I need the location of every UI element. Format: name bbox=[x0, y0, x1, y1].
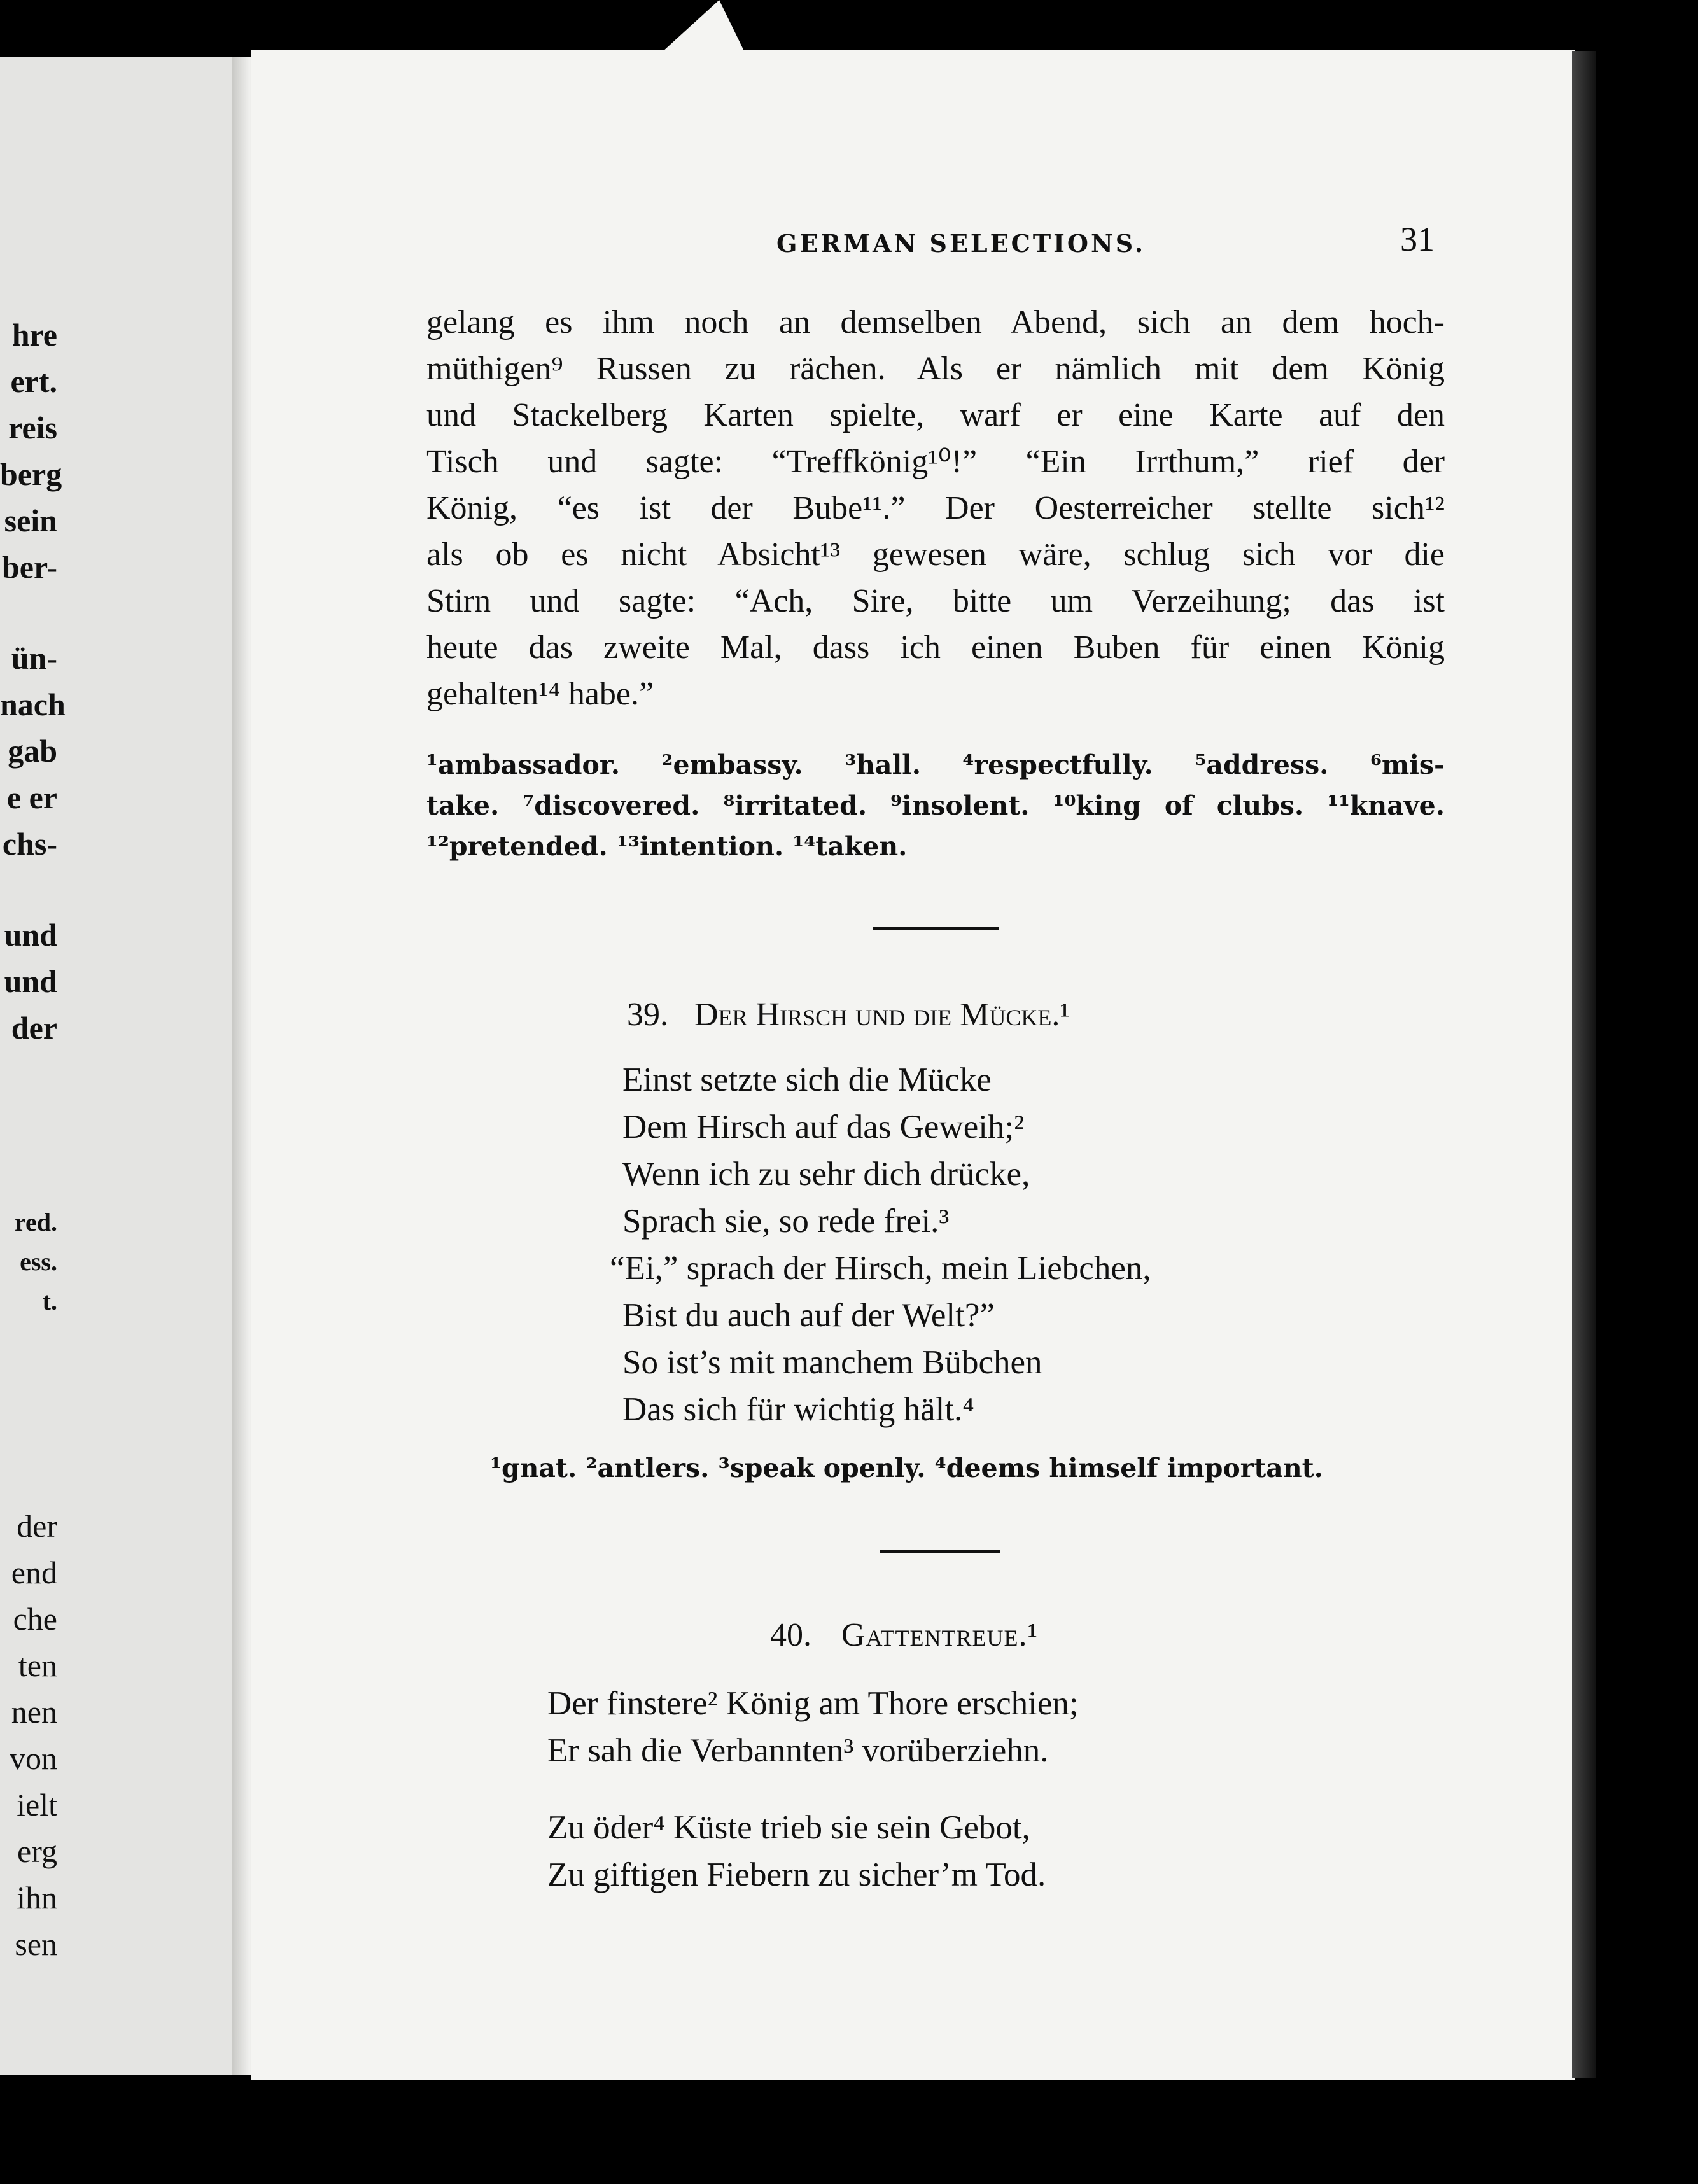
left-page-fragment: ert. bbox=[10, 363, 57, 399]
poem-40-stanza-2 bbox=[547, 1804, 1046, 1898]
left-page-fragment: und bbox=[4, 963, 57, 999]
left-page-fragment: von bbox=[10, 1740, 57, 1776]
left-page-fragment: der bbox=[11, 1010, 57, 1046]
left-page-fragment: erg bbox=[17, 1833, 57, 1869]
page-number: 31 bbox=[1400, 220, 1435, 258]
prose-footnotes bbox=[426, 745, 1445, 867]
left-page-fragment: end bbox=[11, 1555, 57, 1590]
left-page-fragment: ber- bbox=[2, 549, 57, 585]
poem-39-footnotes: ¹gnat. ²antlers. ³speak openly. ⁴deems himself important. bbox=[490, 1453, 1323, 1483]
poem-line: Bist du auch auf der Welt?” bbox=[622, 1297, 995, 1334]
poem-line: Er sah die Verbannten³ vorüberziehn. bbox=[547, 1732, 1049, 1769]
poem-39-heading bbox=[627, 996, 1070, 1033]
poem-line: Zu öder⁴ Küste trieb sie sein Gebot, bbox=[547, 1809, 1030, 1846]
poem-line: “Ei,” sprach der Hirsch, mein Liebchen, bbox=[610, 1250, 1151, 1287]
left-page-fragment: ün- bbox=[11, 640, 57, 676]
left-page-fragment: der bbox=[17, 1508, 57, 1544]
prose-line: heute das zweite Mal, dass ich einen Buben für einen König bbox=[426, 629, 1445, 666]
prose-line: Tisch und sagte: “Treffkönig¹⁰!” “Ein Irrthum,” rief der bbox=[426, 444, 1445, 480]
left-page-fragment: red. bbox=[14, 1208, 57, 1236]
poem-40-title: Gattentreue.¹ bbox=[841, 1617, 1039, 1653]
left-page-fragment: ten bbox=[18, 1648, 57, 1683]
prose-line: und Stackelberg Karten spielte, warf er eine Karte auf den bbox=[426, 397, 1445, 433]
footnote-line: take. ⁷discovered. ⁸irritated. ⁹insolent. ¹⁰king of clubs. ¹¹knave. bbox=[426, 790, 1445, 821]
left-page-fragment: ess. bbox=[20, 1247, 57, 1276]
left-page-fragment: chs- bbox=[2, 826, 57, 862]
left-page-fragment: und bbox=[4, 917, 57, 953]
left-page-fragment: e er bbox=[6, 780, 57, 815]
poem-39-body bbox=[610, 1056, 1151, 1433]
left-page-roman-column bbox=[0, 1503, 57, 1968]
footnote-line: ¹ambassador. ²embassy. ³hall. ⁴respectfully. ⁵address. ⁶mis- bbox=[426, 750, 1445, 780]
poem-40-heading bbox=[770, 1616, 1038, 1654]
left-page-fragment: ielt bbox=[17, 1787, 57, 1823]
running-head: GERMAN SELECTIONS. bbox=[776, 229, 1146, 258]
prose-line: gehalten¹⁴ habe.” bbox=[426, 676, 654, 712]
poem-39-title: Der Hirsch und die Mücke.¹ bbox=[694, 997, 1070, 1033]
prose-line: als ob es nicht Absicht¹³ gewesen wäre, schlug sich vor die bbox=[426, 536, 1445, 573]
prose-line: Stirn und sagte: “Ach, Sire, bitte um Verzeihung; das ist bbox=[426, 583, 1445, 619]
footnote-line: ¹²pretended. ¹³intention. ¹⁴taken. bbox=[426, 831, 908, 862]
section-divider bbox=[880, 1550, 1000, 1553]
prose-paragraph bbox=[426, 299, 1445, 717]
poem-line: Der finstere² König am Thore erschien; bbox=[547, 1685, 1079, 1722]
torn-page-corner bbox=[662, 0, 745, 52]
poem-40-stanza-1 bbox=[547, 1680, 1079, 1774]
left-page-fragment: t. bbox=[42, 1287, 57, 1315]
left-page-fragment: sein bbox=[4, 503, 57, 538]
left-page-fragment: ihn bbox=[17, 1880, 57, 1915]
left-page-footnote-column bbox=[0, 1203, 57, 1321]
poem-line: Zu giftigen Fiebern zu sicher’m Tod. bbox=[547, 1856, 1046, 1893]
poem-line: So ist’s mit manchem Bübchen bbox=[622, 1344, 1042, 1381]
poem-line: Einst setzte sich die Mücke bbox=[622, 1061, 992, 1098]
left-page-fragment: nen bbox=[11, 1694, 57, 1730]
left-page-fragment: sen bbox=[15, 1926, 57, 1962]
prose-line: König, “es ist der Bube¹¹.” Der Oesterreicher stellte sich¹² bbox=[426, 490, 1445, 526]
left-page-fragment: gab bbox=[8, 733, 57, 769]
section-divider bbox=[873, 927, 999, 930]
poem-line: Wenn ich zu sehr dich drücke, bbox=[622, 1156, 1030, 1193]
left-page-fragment: berg bbox=[0, 456, 62, 492]
prose-line: gelang es ihm noch an demselben Abend, sich an dem hoch- bbox=[426, 304, 1445, 340]
left-page-fragment: hre bbox=[11, 317, 57, 353]
left-page-fragment: reis bbox=[8, 410, 57, 445]
poem-39-number: 39. bbox=[627, 997, 668, 1033]
poem-line: Dem Hirsch auf das Geweih;² bbox=[622, 1109, 1025, 1145]
left-page-fragment: che bbox=[13, 1601, 57, 1637]
left-page bbox=[0, 57, 248, 2075]
prose-line: müthigen⁹ Russen zu rächen. Als er nämlich mit dem König bbox=[426, 351, 1445, 387]
left-page-fraktur-column bbox=[0, 312, 66, 1051]
poem-line: Das sich für wichtig hält.⁴ bbox=[622, 1391, 974, 1428]
page-edge-shadow bbox=[1572, 51, 1596, 2078]
poem-40-number: 40. bbox=[770, 1617, 811, 1653]
poem-line: Sprach sie, so rede frei.³ bbox=[622, 1203, 950, 1240]
left-page-fragment: nach bbox=[0, 687, 66, 722]
